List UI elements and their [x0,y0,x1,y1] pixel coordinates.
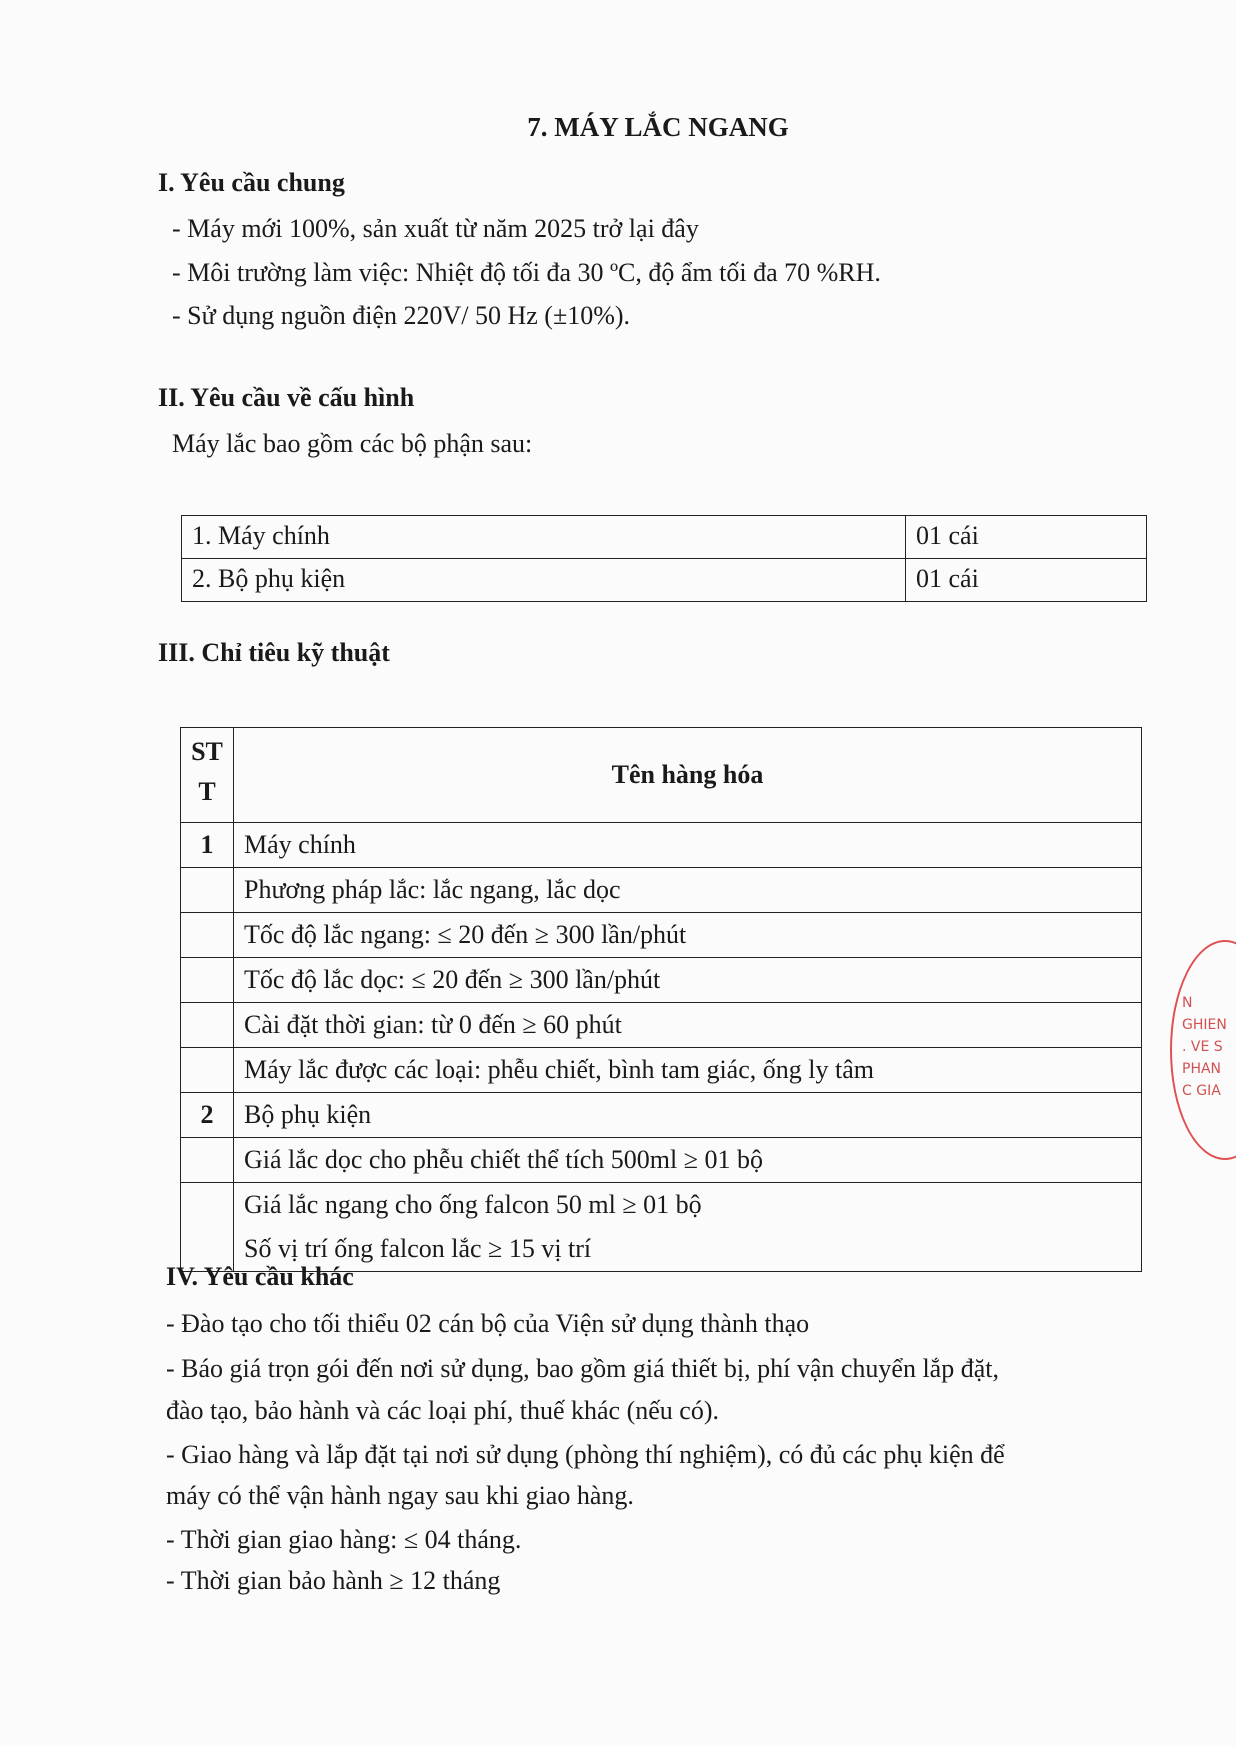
row-text: Phương pháp lắc: lắc ngang, lắc dọc [234,868,1142,913]
row-text: Cài đặt thời gian: từ 0 đến ≥ 60 phút [234,1003,1142,1048]
config-item-name: 1. Máy chính [182,516,906,559]
config-table [181,515,1147,602]
row-text: Giá lắc ngang cho ống falcon 50 ml ≥ 01 bộ [244,1190,702,1219]
section-3-heading: III. Chỉ tiêu kỹ thuật [158,638,390,667]
section-4-heading: IV. Yêu cầu khác [166,1262,354,1291]
row-text: Máy lắc được các loại: phễu chiết, bình tam giác, ống ly tâm [234,1048,1142,1093]
table-row [181,958,1142,1003]
stamp-text: GHIEN [1182,1017,1227,1033]
section-4-line: - Thời gian giao hàng: ≤ 04 tháng. [166,1525,522,1554]
row-text: Tốc độ lắc ngang: ≤ 20 đến ≥ 300 lần/phút [234,913,1142,958]
section-4-line: - Giao hàng và lắp đặt tại nơi sử dụng (phòng thí nghiệm), có đủ các phụ kiện để [166,1440,1005,1469]
column-header-stt-line-1: ST [191,737,223,766]
table-row [181,1048,1142,1093]
section-1-line: - Môi trường làm việc: Nhiệt độ tối đa 30 ºC, độ ẩm tối đa 70 %RH. [172,258,881,287]
config-item-qty: 01 cái [906,516,1147,559]
table-row [181,1183,1142,1272]
table-row [181,1093,1142,1138]
row-text: Giá lắc dọc cho phễu chiết thể tích 500ml ≥ 01 bộ [234,1138,1142,1183]
row-text: Bộ phụ kiện [234,1093,1142,1138]
stamp-text: C GIA [1182,1083,1221,1099]
table-header-row [181,728,1142,823]
table-row [182,516,1147,559]
section-4-line: máy có thể vận hành ngay sau khi giao hàng. [166,1481,634,1510]
row-stt [181,868,234,913]
table-row [181,823,1142,868]
config-item-name: 2. Bộ phụ kiện [182,559,906,602]
table-row [182,559,1147,602]
section-1-heading: I. Yêu cầu chung [158,168,345,197]
column-header-name: Tên hàng hóa [234,728,1142,823]
row-text: Máy chính [234,823,1142,868]
section-4-line: đào tạo, bảo hành và các loại phí, thuế khác (nếu có). [166,1396,719,1425]
section-1-line: - Sử dụng nguồn điện 220V/ 50 Hz (±10%). [172,301,631,330]
section-2-intro: Máy lắc bao gồm các bộ phận sau: [172,429,533,458]
row-stt [181,1138,234,1183]
row-stt [181,1048,234,1093]
stamp-text: PHAN [1182,1061,1222,1077]
row-text-multi [234,1183,1142,1272]
red-seal-stamp [1170,940,1236,1160]
spec-table [180,727,1142,1272]
row-stt [181,1003,234,1048]
section-2-heading: II. Yêu cầu về cấu hình [158,383,415,412]
config-item-qty: 01 cái [906,559,1147,602]
section-4-line: - Đào tạo cho tối thiểu 02 cán bộ của Viện sử dụng thành thạo [166,1309,810,1338]
row-stt [181,913,234,958]
column-header-stt-line-2: T [198,777,216,806]
table-row [181,868,1142,913]
column-header-stt [181,728,234,823]
section-4-line: - Báo giá trọn gói đến nơi sử dụng, bao gồm giá thiết bị, phí vận chuyển lắp đặt, [166,1354,999,1383]
row-stt: 2 [181,1093,234,1138]
stamp-text: N [1182,995,1193,1011]
row-text: Tốc độ lắc dọc: ≤ 20 đến ≥ 300 lần/phút [234,958,1142,1003]
row-stt [181,1183,234,1272]
table-row [181,1138,1142,1183]
table-row [181,913,1142,958]
section-4-line: - Thời gian bảo hành ≥ 12 tháng [166,1566,501,1595]
section-1-line: - Máy mới 100%, sản xuất từ năm 2025 trở lại đây [172,214,699,243]
row-stt [181,958,234,1003]
stamp-text: . VE S [1182,1039,1223,1055]
table-row [181,1003,1142,1048]
row-text: Số vị trí ống falcon lắc ≥ 15 vị trí [244,1234,592,1263]
row-stt: 1 [181,823,234,868]
page-title: 7. MÁY LẮC NGANG [527,112,789,142]
